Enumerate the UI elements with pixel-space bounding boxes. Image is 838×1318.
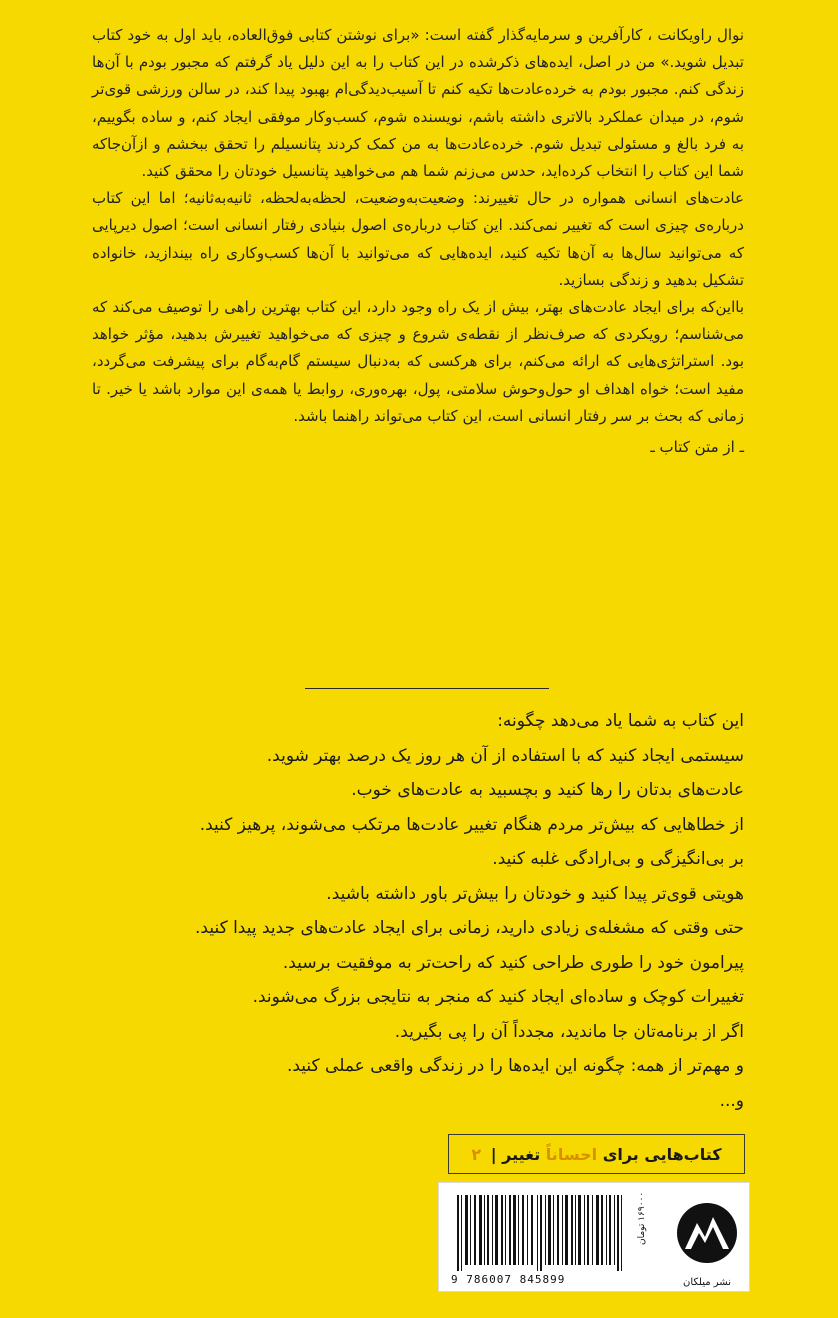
publisher-name: نشر میلکان [683,1277,731,1288]
benefit-item: تغییرات کوچک و ساده‌ای ایجاد کنید که منجر به نتایجی بزرگ می‌شوند. [252,987,744,1007]
excerpt-paragraph-1: نوال راویکانت ، کارآفرین و سرمایه‌گذار گفته است: «برای نوشتن کتابی فوق‌العاده، باید اول به خود کتاب تبدیل شوید.» من در اصل، ایده‌های ذکرشده در این کتاب را به این دلیل یاد گرفتم که مجبور بودم با آن‌ها زندگی کنم. مجبور بودم به خرده‌عادت‌ها تکیه کنم تا آسیب‌دیدگی‌ام بهبود پیدا کند، در سالن ورزشی قوی‌تر شوم، در میدان عملکرد بالاتری داشته باشم، نویسنده شوم، کسب‌وکار موفقی ایجاد کنم، و ساده بگوییم، به فرد بالغ و مسئولی تبدیل شوم. خرده‌عادت‌ها به من کمک کردند پتانسیلم را تحقق ببخشم و ازآن‌جاکه شما این کتاب را انتخاب کرده‌اید، حدس می‌زنم شما هم می‌خواهید پتانسیل خودتان را محقق کنید. [92,26,744,181]
barcode-panel [438,1182,750,1292]
benefit-item: عادت‌های بدتان را رها کنید و بچسبید به عادت‌های خوب. [351,780,744,800]
section-divider [305,688,549,689]
excerpt-paragraph-3: بااین‌که برای ایجاد عادت‌های بهتر، بیش از یک راه وجود دارد، این کتاب بهترین راهی را توصیف می‌کند که می‌شناسم؛ رویکردی که صرف‌نظر از نقطه‌ی شروع و چیزی که می‌خواهید تغییرش بدهید، مؤثر خواهد بود. استراتژی‌هایی که ارائه می‌کنم، برای هرکسی که به‌دنبال سیستم گام‌به‌گام برای پیشرفت می‌گردد، مفید است؛ خواه اهداف او حول‌وحوش سلامتی، پول، بهره‌وری، روابط یا همه‌ی این موارد باشد یا خیر. تا زمانی که بحث بر سر رفتار انسانی است، این کتاب می‌تواند راهنما باشد. [92,298,744,425]
benefit-item: از خطاهایی که بیش‌تر مردم هنگام تغییر عادت‌ها مرتکب می‌شوند، پرهیز کنید. [199,814,744,835]
publisher-logo-icon [675,1193,739,1281]
series-accent: احساناً [545,1144,598,1164]
series-number: ۲ [471,1144,482,1164]
benefit-item: حتی وقتی که مشغله‌ی زیادی دارید، زمانی برای ایجاد عادت‌های جدید پیدا کنید. [195,918,744,938]
benefits-list [92,704,744,1118]
benefit-item: سیستمی ایجاد کنید که با استفاده از آن هر روز یک درصد بهتر شوید. [266,745,744,766]
series-prefix: کتاب‌هایی برای [602,1144,722,1164]
excerpt-paragraph-2: عادت‌های انسانی همواره در حال تغییرند: وضعیت‌به‌وضعیت، لحظه‌به‌لحظه، ثانیه‌به‌ثانیه؛ اما این کتاب درباره‌ی چیزی است که تغییر نمی‌کند. این کتاب درباره‌ی اصول بنیادی رفتار انسانی است؛ اصول دیرپایی که می‌توانید سال‌ها به آن‌ها تکیه کنید، ایده‌هایی که می‌توانید با آن‌ها کسب‌وکاری راه بیندازید، خانواده تشکیل بدهید و زندگی بسازید. [92,189,744,289]
series-label: کتاب‌هایی برای احساناً تغییر | ۲ [448,1134,745,1174]
benefit-item: بر بی‌انگیزگی و بی‌ارادگی غلبه کنید. [492,849,744,869]
benefit-item: پیرامون خود را طوری طراحی کنید که راحت‌تر به موفقیت برسید. [282,952,744,973]
benefit-item: هویتی قوی‌تر پیدا کنید و خودتان را بیش‌تر باور داشته باشید. [326,883,744,904]
isbn-digits: 9 786007 845899 [451,1273,566,1286]
barcode-icon [451,1195,633,1271]
book-excerpt [92,22,744,461]
excerpt-source: ـ از متن کتاب ـ [650,438,744,457]
benefits-etc: و... [719,1090,744,1111]
benefit-item: اگر از برنامه‌تان جا ماندید، مجدداً آن را پی بگیرید. [394,1021,744,1042]
benefits-intro: این کتاب به شما یاد می‌دهد چگونه: [497,711,744,731]
price-label: ۱۶۹۰۰۰ تومان [637,1191,647,1245]
benefit-item: و مهم‌تر از همه: چگونه این ایده‌ها را در زندگی واقعی عملی کنید. [286,1056,744,1076]
series-suffix: تغییر [502,1144,541,1164]
